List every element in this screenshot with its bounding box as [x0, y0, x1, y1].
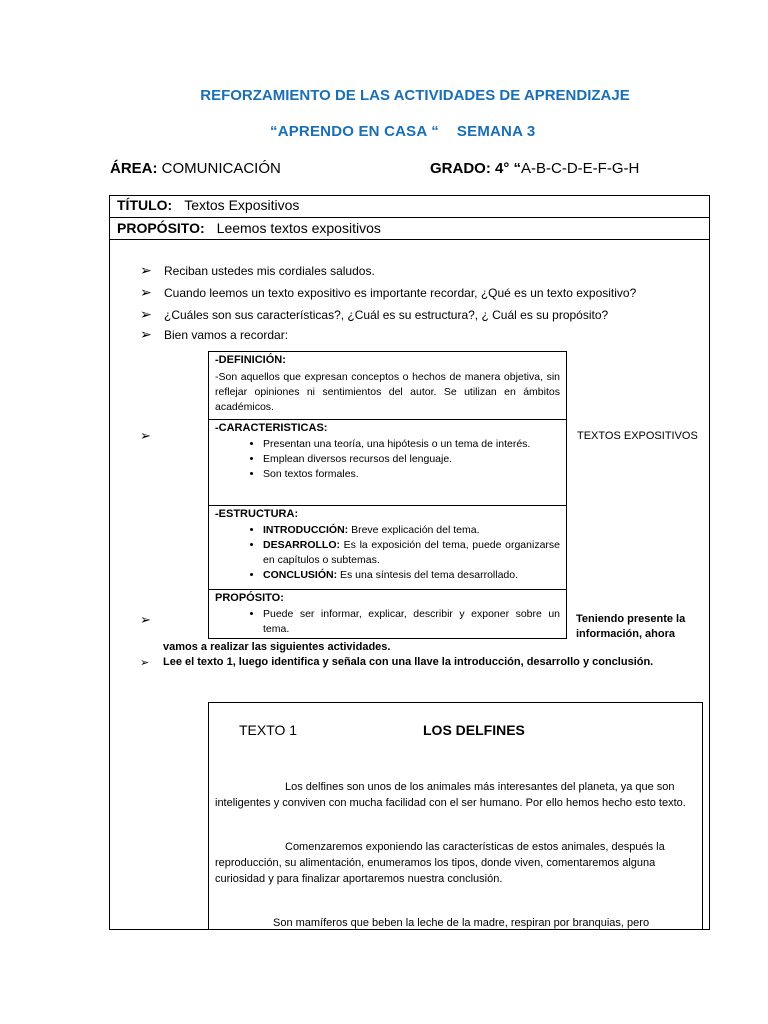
arrow-icon: ➢ [140, 306, 152, 322]
caracteristicas-list [209, 437, 560, 482]
arrow-icon: ➢ [140, 612, 151, 627]
textos-expositivos-label: TEXTOS EXPOSITIVOS [577, 430, 698, 442]
subtitle-aprendo: “APRENDO EN CASA “ [270, 123, 439, 140]
grado-value: A-B-C-D-E-F-G-H [521, 160, 640, 177]
texto1-box [208, 702, 703, 930]
area-label: ÁREA: [110, 160, 158, 177]
list-item: • Presentan una teoría, una hipótesis o un tema de interés. [263, 437, 560, 452]
document-title: REFORZAMIENTO DE LAS ACTIVIDADES DE APRENDIZAJE [200, 87, 630, 104]
list-item: • INTRODUCCIÓN: Breve explicación del tema. [263, 523, 560, 538]
texto1-title: LOS DELFINES [423, 722, 525, 738]
proposito-box-heading: PROPÓSITO: [215, 592, 284, 604]
arrow-icon: ➢ [140, 326, 152, 342]
estructura-list [209, 523, 560, 583]
bullet-item: ➢ Reciban ustedes mis cordiales saludos. [140, 262, 375, 278]
list-item: • DESARROLLO: Es la exposición del tema, puede organizarse en capítulos o subtemas. [263, 538, 560, 568]
definicion-text: -Son aquellos que expresan conceptos o hechos de manera objetiva, sin reflejar opiniones ni sentimientos del autor. Se utilizan en ámbitos académicos. [215, 371, 560, 413]
texto1-paragraph: Comenzaremos exponiendo las características de estos animales, después la reproducción, su alimentación, enumeramos los tipos, donde viven, comentaremos alguna curiosidad y para finalizar aportaremos nuestra conclusión. [215, 841, 665, 885]
texto1-paragraph: Son mamíferos que beben la leche de la madre, respiran por branquias, pero [273, 917, 650, 929]
arrow-icon: ➢ [140, 262, 152, 278]
instruction-text: Lee el texto 1, luego identifica y señala con una llave la introducción, desarrollo y conclusión. [163, 656, 654, 668]
arrow-icon: ➢ [140, 657, 150, 669]
bullet-item: ➢ ¿Cuáles son sus características?, ¿Cuál es su estructura?, ¿ Cuál es su propósito? [140, 306, 609, 322]
list-item: • CONCLUSIÓN: Es una síntesis del tema desarrollado. [263, 568, 560, 583]
titulo-label: TÍTULO: [117, 197, 173, 213]
definicion-heading: -DEFINICIÓN: [215, 354, 286, 366]
texto1-label: TEXTO 1 [239, 722, 298, 738]
list-item: • Puede ser informar, explicar, describir y exponer sobre un tema. [263, 607, 560, 637]
proposito-value: Leemos textos expositivos [216, 220, 381, 236]
list-item: • Emplean diversos recursos del lenguaje. [263, 452, 560, 467]
area-line [110, 160, 281, 177]
arrow-icon: ➢ [140, 428, 151, 443]
estructura-heading: -ESTRUCTURA: [215, 508, 299, 520]
estructura-box [208, 505, 567, 590]
subtitle-semana: SEMANA 3 [456, 123, 536, 140]
continuation-text: vamos a realizar las siguientes actividades. [163, 641, 391, 653]
grado-line [430, 160, 639, 177]
texto1-paragraph: Los delfines son unos de los animales más interesantes del planeta, ya que son inteligentes y conviven con mucha facilidad con el ser humano. Por ello hemos hecho esto texto. [215, 781, 686, 809]
proposito-label: PROPÓSITO: [117, 220, 205, 236]
side-note: Teniendo presente la información, ahora [576, 613, 686, 640]
list-item: • Son textos formales. [263, 467, 560, 482]
bullet-item: ➢ Cuando leemos un texto expositivo es importante recordar, ¿Qué es un texto expositivo? [140, 284, 637, 300]
bullet-item: ➢ Bien vamos a recordar: [140, 326, 289, 342]
titulo-value: Textos Expositivos [184, 197, 300, 213]
area-value: COMUNICACIÓN [161, 160, 281, 177]
caracteristicas-box [208, 419, 567, 506]
proposito-row [109, 218, 710, 240]
titulo-row [109, 195, 710, 218]
proposito-list [209, 607, 560, 637]
grado-label: GRADO: 4° “ [430, 160, 522, 177]
definicion-box [208, 351, 567, 420]
caracteristicas-heading: -CARACTERISTICAS: [215, 422, 328, 434]
document-subtitle [270, 123, 535, 140]
arrow-icon: ➢ [140, 284, 152, 300]
proposito-box [208, 589, 567, 639]
